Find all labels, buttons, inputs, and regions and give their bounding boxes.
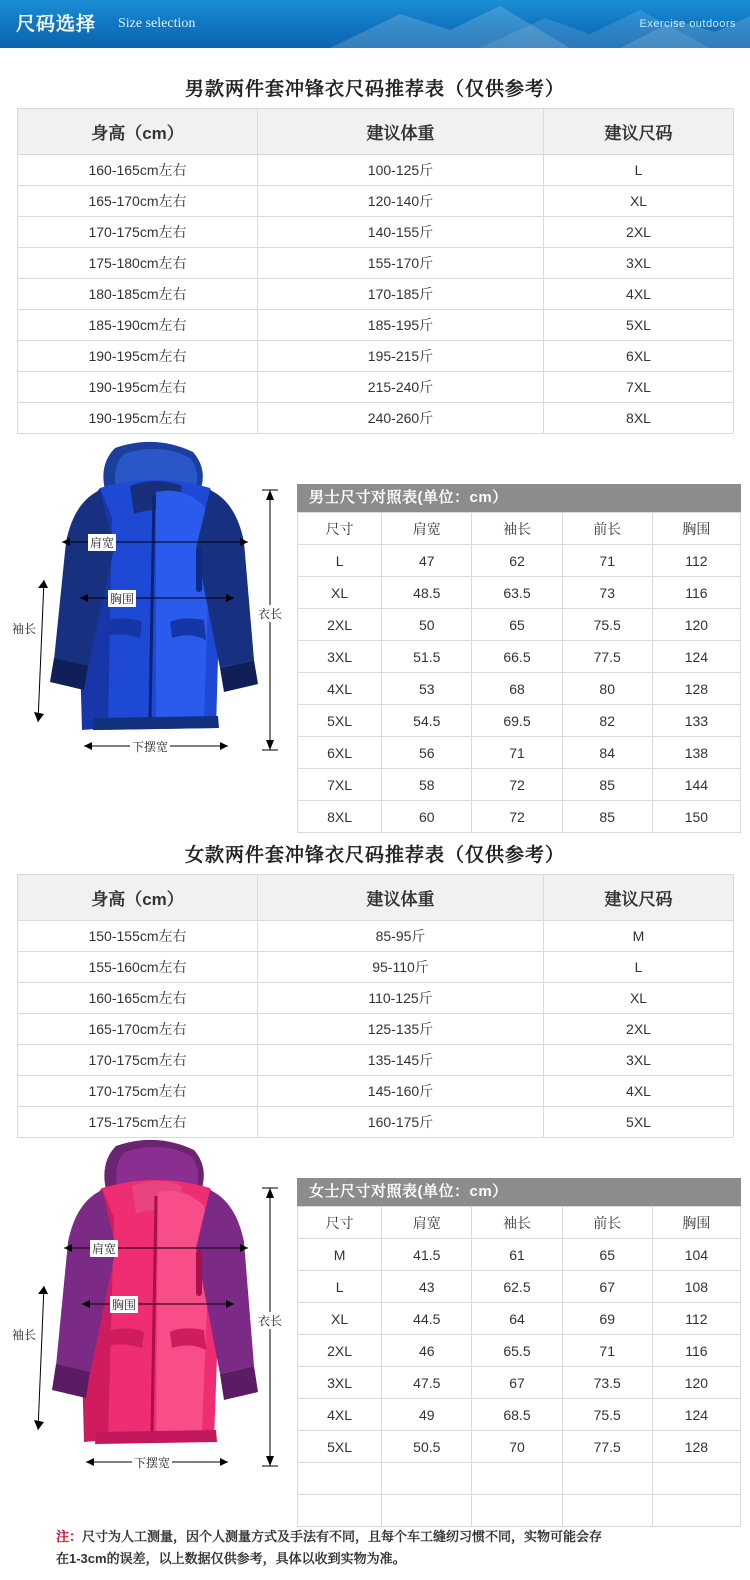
- cell-shoulder: 46: [382, 1335, 472, 1367]
- col-header-bust: 胸围: [652, 1207, 740, 1239]
- table-row: [298, 801, 741, 833]
- table-cell-empty: [298, 1463, 382, 1495]
- table-row: [18, 983, 734, 1014]
- cell-shoulder: 50: [382, 609, 472, 641]
- table-row-empty: [298, 1495, 741, 1527]
- cell-frontlength: 85: [562, 769, 652, 801]
- table-cell-empty: [382, 1495, 472, 1527]
- table-row: [298, 1431, 741, 1463]
- cell-bust: 116: [652, 1335, 740, 1367]
- cell-size: 3XL: [544, 248, 734, 279]
- women-recommend-table: [17, 874, 734, 1138]
- women-label-hem: 下摆宽: [134, 1456, 171, 1470]
- cell-sleeve: 72: [472, 801, 562, 833]
- cell-sleeve: 62.5: [472, 1271, 562, 1303]
- women-recommend-title: 女款两件套冲锋衣尺码推荐表（仅供参考）: [184, 845, 565, 866]
- cell-size: 2XL: [544, 1014, 734, 1045]
- table-row: [18, 155, 734, 186]
- women-label-shoulder: 肩宽: [92, 1242, 117, 1256]
- men-spec-table: [297, 484, 741, 833]
- cell-weight: 170-185斤: [258, 279, 544, 310]
- table-row-empty: [298, 1463, 741, 1495]
- cell-size: 2XL: [298, 609, 382, 641]
- cell-size: 3XL: [298, 641, 382, 673]
- cell-size: L: [544, 952, 734, 983]
- cell-weight: 125-135斤: [258, 1014, 544, 1045]
- cell-size: XL: [544, 983, 734, 1014]
- table-row: [298, 1271, 741, 1303]
- women-label-sleeve: 袖长: [12, 1328, 37, 1342]
- table-row: [298, 1303, 741, 1335]
- cell-weight: 120-140斤: [258, 186, 544, 217]
- cell-size: XL: [544, 186, 734, 217]
- cell-sleeve: 69.5: [472, 705, 562, 737]
- cell-shoulder: 43: [382, 1271, 472, 1303]
- cell-shoulder: 41.5: [382, 1239, 472, 1271]
- table-row: [18, 186, 734, 217]
- cell-bust: 116: [652, 577, 740, 609]
- cell-size: 6XL: [544, 341, 734, 372]
- table-cell-empty: [562, 1495, 652, 1527]
- cell-size: 2XL: [544, 217, 734, 248]
- cell-shoulder: 51.5: [382, 641, 472, 673]
- cell-frontlength: 84: [562, 737, 652, 769]
- cell-size: 4XL: [298, 1399, 382, 1431]
- cell-shoulder: 53: [382, 673, 472, 705]
- cell-bust: 112: [652, 545, 740, 577]
- cell-height: 175-175cm左右: [18, 1107, 258, 1138]
- table-row: [18, 279, 734, 310]
- note-line-1: 尺寸为人工测量，因个人测量方式及手法有不同，且每个车工缝纫习惯不同，实物可能会存: [82, 1529, 603, 1544]
- cell-bust: 124: [652, 641, 740, 673]
- cell-frontlength: 75.5: [562, 609, 652, 641]
- cell-shoulder: 56: [382, 737, 472, 769]
- cell-height: 175-180cm左右: [18, 248, 258, 279]
- col-header-size: 尺寸: [298, 513, 382, 545]
- cell-shoulder: 44.5: [382, 1303, 472, 1335]
- cell-frontlength: 71: [562, 1335, 652, 1367]
- banner-title-en: Size selection: [118, 16, 196, 31]
- cell-bust: 138: [652, 737, 740, 769]
- table-row: [298, 641, 741, 673]
- cell-size: 5XL: [544, 1107, 734, 1138]
- cell-size: L: [544, 155, 734, 186]
- cell-size: M: [544, 921, 734, 952]
- col-header-size: 建议尺码: [544, 875, 734, 921]
- men-label-sleeve: 袖长: [12, 622, 37, 636]
- women-label-length: 衣长: [258, 1314, 283, 1328]
- col-header-sleeve: 袖长: [472, 1207, 562, 1239]
- cell-size: L: [298, 1271, 382, 1303]
- cell-height: 165-170cm左右: [18, 186, 258, 217]
- cell-frontlength: 85: [562, 801, 652, 833]
- cell-sleeve: 66.5: [472, 641, 562, 673]
- cell-weight: 100-125斤: [258, 155, 544, 186]
- cell-size: 4XL: [298, 673, 382, 705]
- col-header-frontlength: 前长: [562, 513, 652, 545]
- table-row: [18, 1014, 734, 1045]
- page-banner: [0, 0, 750, 48]
- note-prefix: 注：: [56, 1529, 83, 1544]
- table-row: [18, 341, 734, 372]
- cell-size: XL: [298, 1303, 382, 1335]
- cell-weight: 215-240斤: [258, 372, 544, 403]
- cell-weight: 95-110斤: [258, 952, 544, 983]
- cell-sleeve: 61: [472, 1239, 562, 1271]
- cell-shoulder: 47: [382, 545, 472, 577]
- cell-frontlength: 77.5: [562, 1431, 652, 1463]
- table-row: [298, 545, 741, 577]
- cell-sleeve: 62: [472, 545, 562, 577]
- men-recommend-table: [17, 108, 734, 434]
- cell-size: 3XL: [544, 1045, 734, 1076]
- table-row: [298, 577, 741, 609]
- women-jacket-illustration: [12, 1130, 290, 1510]
- table-row: [18, 248, 734, 279]
- cell-frontlength: 73.5: [562, 1367, 652, 1399]
- cell-size: 4XL: [544, 279, 734, 310]
- table-header-row: [298, 1207, 741, 1239]
- col-header-size: 建议尺码: [544, 109, 734, 155]
- men-jacket-illustration: [12, 430, 290, 790]
- cell-weight: 185-195斤: [258, 310, 544, 341]
- table-row: [298, 673, 741, 705]
- men-label-shoulder: 肩宽: [90, 536, 115, 550]
- cell-size: 5XL: [298, 1431, 382, 1463]
- table-cell-empty: [652, 1463, 740, 1495]
- cell-height: 180-185cm左右: [18, 279, 258, 310]
- table-row: [18, 372, 734, 403]
- men-label-bust: 胸围: [110, 592, 135, 606]
- cell-height: 170-175cm左右: [18, 1076, 258, 1107]
- cell-sleeve: 72: [472, 769, 562, 801]
- table-cell-empty: [382, 1463, 472, 1495]
- cell-size: M: [298, 1239, 382, 1271]
- women-spec-caption: 女士尺寸对照表(单位：cm）: [297, 1178, 741, 1206]
- cell-size: XL: [298, 577, 382, 609]
- cell-shoulder: 50.5: [382, 1431, 472, 1463]
- cell-frontlength: 65: [562, 1239, 652, 1271]
- table-row: [18, 217, 734, 248]
- cell-height: 170-175cm左右: [18, 217, 258, 248]
- cell-weight: 140-155斤: [258, 217, 544, 248]
- col-header-sleeve: 袖长: [472, 513, 562, 545]
- col-header-bust: 胸围: [652, 513, 740, 545]
- men-measure-arrows-icon: [20, 430, 290, 790]
- cell-sleeve: 65.5: [472, 1335, 562, 1367]
- cell-sleeve: 68.5: [472, 1399, 562, 1431]
- cell-size: 5XL: [298, 705, 382, 737]
- cell-sleeve: 63.5: [472, 577, 562, 609]
- col-header-height: 身高（cm）: [18, 109, 258, 155]
- cell-sleeve: 68: [472, 673, 562, 705]
- cell-bust: 112: [652, 1303, 740, 1335]
- cell-bust: 150: [652, 801, 740, 833]
- cell-height: 190-195cm左右: [18, 341, 258, 372]
- cell-weight: 155-170斤: [258, 248, 544, 279]
- cell-bust: 128: [652, 1431, 740, 1463]
- table-row: [18, 952, 734, 983]
- table-row: [18, 1045, 734, 1076]
- col-header-shoulder: 肩宽: [382, 513, 472, 545]
- cell-bust: 120: [652, 1367, 740, 1399]
- table-row: [298, 609, 741, 641]
- cell-height: 155-160cm左右: [18, 952, 258, 983]
- cell-height: 165-170cm左右: [18, 1014, 258, 1045]
- cell-height: 150-155cm左右: [18, 921, 258, 952]
- banner-title-cn: 尺码选择: [16, 14, 97, 35]
- cell-size: 2XL: [298, 1335, 382, 1367]
- cell-shoulder: 47.5: [382, 1367, 472, 1399]
- cell-frontlength: 75.5: [562, 1399, 652, 1431]
- table-header-row: [18, 109, 734, 155]
- col-header-height: 身高（cm）: [18, 875, 258, 921]
- col-header-size: 尺寸: [298, 1207, 382, 1239]
- cell-size: 5XL: [544, 310, 734, 341]
- men-label-hem: 下摆宽: [132, 740, 169, 754]
- cell-bust: 124: [652, 1399, 740, 1431]
- cell-size: 4XL: [544, 1076, 734, 1107]
- table-header-row: [298, 513, 741, 545]
- cell-height: 160-165cm左右: [18, 155, 258, 186]
- table-row: [298, 1335, 741, 1367]
- banner-tagline: Exercise outdoors: [639, 18, 736, 30]
- cell-size: 7XL: [298, 769, 382, 801]
- cell-shoulder: 48.5: [382, 577, 472, 609]
- cell-size: 6XL: [298, 737, 382, 769]
- table-row: [298, 737, 741, 769]
- table-row: [18, 403, 734, 434]
- col-header-weight: 建议体重: [258, 875, 544, 921]
- cell-weight: 110-125斤: [258, 983, 544, 1014]
- cell-size: 7XL: [544, 372, 734, 403]
- cell-frontlength: 73: [562, 577, 652, 609]
- cell-size: 8XL: [544, 403, 734, 434]
- women-spec-table: [297, 1178, 741, 1527]
- cell-sleeve: 64: [472, 1303, 562, 1335]
- cell-sleeve: 71: [472, 737, 562, 769]
- cell-size: 3XL: [298, 1367, 382, 1399]
- cell-bust: 144: [652, 769, 740, 801]
- women-measure-arrows-icon: [20, 1130, 290, 1510]
- cell-height: 160-165cm左右: [18, 983, 258, 1014]
- cell-shoulder: 60: [382, 801, 472, 833]
- cell-frontlength: 71: [562, 545, 652, 577]
- table-row: [298, 1399, 741, 1431]
- men-recommend-title: 男款两件套冲锋衣尺码推荐表（仅供参考）: [184, 79, 565, 100]
- women-label-bust: 胸围: [112, 1298, 137, 1312]
- cell-size: L: [298, 545, 382, 577]
- cell-frontlength: 80: [562, 673, 652, 705]
- table-header-row: [18, 875, 734, 921]
- table-row: [298, 705, 741, 737]
- cell-frontlength: 82: [562, 705, 652, 737]
- cell-bust: 120: [652, 609, 740, 641]
- cell-weight: 160-175斤: [258, 1107, 544, 1138]
- men-label-length: 衣长: [258, 607, 283, 621]
- cell-weight: 240-260斤: [258, 403, 544, 434]
- cell-bust: 128: [652, 673, 740, 705]
- cell-weight: 195-215斤: [258, 341, 544, 372]
- cell-frontlength: 77.5: [562, 641, 652, 673]
- col-header-frontlength: 前长: [562, 1207, 652, 1239]
- cell-height: 170-175cm左右: [18, 1045, 258, 1076]
- cell-weight: 135-145斤: [258, 1045, 544, 1076]
- cell-bust: 108: [652, 1271, 740, 1303]
- cell-frontlength: 69: [562, 1303, 652, 1335]
- cell-height: 190-195cm左右: [18, 403, 258, 434]
- table-cell-empty: [472, 1495, 562, 1527]
- cell-shoulder: 54.5: [382, 705, 472, 737]
- cell-size: 8XL: [298, 801, 382, 833]
- table-cell-empty: [298, 1495, 382, 1527]
- table-cell-empty: [652, 1495, 740, 1527]
- table-row: [18, 310, 734, 341]
- note-line-2: 在1-3cm的误差，以上数据仅供参考，具体以收到实物为准。: [56, 1551, 406, 1566]
- table-row: [18, 921, 734, 952]
- cell-bust: 104: [652, 1239, 740, 1271]
- cell-shoulder: 49: [382, 1399, 472, 1431]
- table-row: [18, 1076, 734, 1107]
- cell-weight: 85-95斤: [258, 921, 544, 952]
- cell-sleeve: 70: [472, 1431, 562, 1463]
- cell-frontlength: 67: [562, 1271, 652, 1303]
- cell-height: 190-195cm左右: [18, 372, 258, 403]
- men-spec-caption: 男士尺寸对照表(单位：cm）: [297, 484, 741, 512]
- cell-shoulder: 58: [382, 769, 472, 801]
- cell-sleeve: 65: [472, 609, 562, 641]
- table-row: [298, 1367, 741, 1399]
- measurement-note: [56, 1526, 716, 1570]
- table-cell-empty: [562, 1463, 652, 1495]
- cell-height: 185-190cm左右: [18, 310, 258, 341]
- table-row: [298, 769, 741, 801]
- cell-sleeve: 67: [472, 1367, 562, 1399]
- cell-weight: 145-160斤: [258, 1076, 544, 1107]
- cell-bust: 133: [652, 705, 740, 737]
- col-header-shoulder: 肩宽: [382, 1207, 472, 1239]
- col-header-weight: 建议体重: [258, 109, 544, 155]
- table-row: [298, 1239, 741, 1271]
- table-cell-empty: [472, 1463, 562, 1495]
